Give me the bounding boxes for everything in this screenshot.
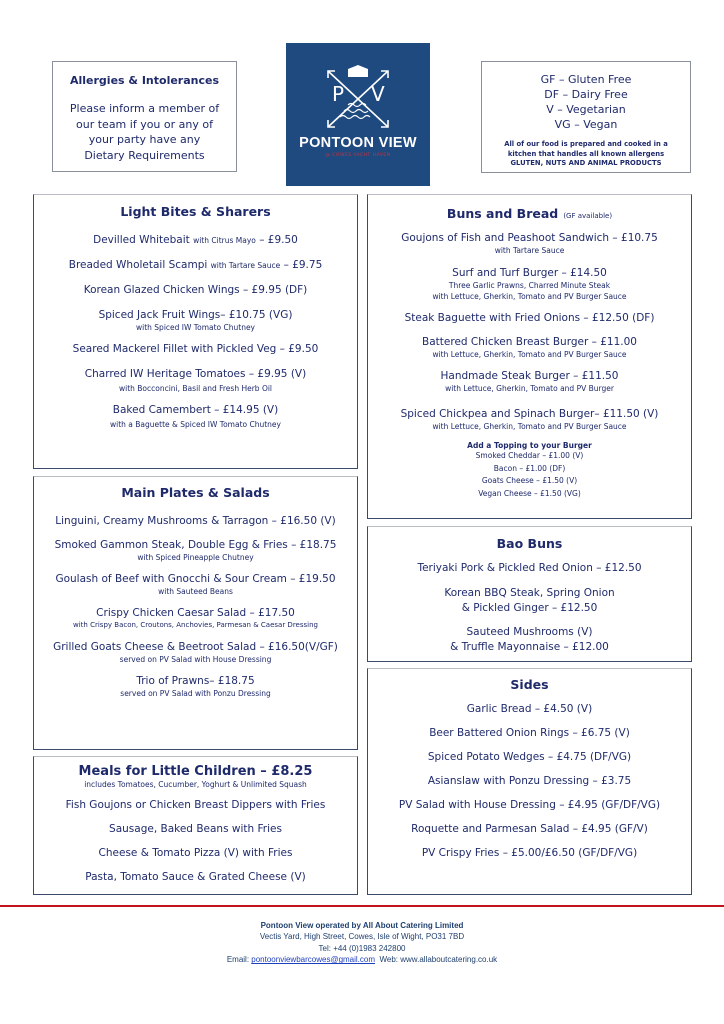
allergies-box <box>52 61 237 172</box>
logo-subtitle: @ COWES YACHT HAVEN <box>325 153 391 158</box>
key-vg: VG – Vegan <box>554 118 618 131</box>
footer-phone: Tel: +44 (0)1983 242800 <box>318 943 406 953</box>
menu-item: Goujons of Fish and Peashoot Sandwich – £10.75 <box>401 232 658 244</box>
section-title-row <box>368 203 691 222</box>
footer-company: Pontoon View operated by All About Catering Limited <box>260 921 464 930</box>
menu-item: Surf and Turf Burger – £14.50 <box>452 267 607 279</box>
menu-item <box>368 586 691 616</box>
menu-item-line: Sauteed Mushrooms (V) <box>466 626 593 638</box>
allergies-text <box>53 101 236 163</box>
section-title: Sides <box>510 677 549 692</box>
menu-item-desc: served on PV Salad with House Dressing <box>119 655 272 664</box>
allergen-kitchen-note <box>482 140 690 169</box>
crossed-arrows-emblem-icon <box>322 65 394 133</box>
menu-item: Spiced Jack Fruit Wings– £10.75 (VG) <box>98 309 293 321</box>
menu-item: Spiced Potato Wedges – £4.75 (DF/VG) <box>427 751 632 763</box>
menu-item: PV Crispy Fries – £5.00/£6.50 (GF/DF/VG) <box>421 847 638 859</box>
menu-item-desc: Three Garlic Prawns, Charred Minute Steak <box>448 281 611 290</box>
toppings-title: Add a Topping to your Burger <box>467 441 592 450</box>
menu-item: Asianslaw with Ponzu Dressing – £3.75 <box>427 775 632 787</box>
menu-item: Seared Mackerel Fillet with Pickled Veg – £9.50 <box>72 343 319 355</box>
menu-item <box>368 625 691 655</box>
menu-item-desc: with Bocconcini, Basil and Fresh Herb Oil <box>118 384 273 393</box>
menu-item: Smoked Gammon Steak, Double Egg & Fries – £18.75 <box>54 539 337 551</box>
menu-item-desc: with Lettuce, Gherkin, Tomato and PV Burger Sauce <box>432 350 627 359</box>
email-label: Email: <box>226 955 250 965</box>
section-title: Light Bites & Sharers <box>120 204 271 219</box>
pontoon-view-logo <box>286 43 430 186</box>
menu-item-desc: with Lettuce, Gherkin, Tomato and PV Burger Sauce <box>432 422 627 431</box>
menu-item-line: Korean BBQ Steak, Spring Onion <box>444 587 615 599</box>
section-bao-buns <box>367 526 692 662</box>
menu-item: Devilled Whitebait with Citrus Mayo – £9.50 <box>93 234 298 246</box>
kids-includes-note: includes Tomatoes, Cucumber, Yoghurt & Unlimited Squash <box>84 780 307 789</box>
topping-item: Smoked Cheddar – £1.00 (V) <box>475 451 584 460</box>
menu-item: PV Salad with House Dressing – £4.95 (GF/DF/VG) <box>398 799 661 811</box>
menu-item: Teriyaki Pork & Pickled Red Onion – £12.50 <box>417 562 642 574</box>
menu-item-line: & Truffle Mayonnaise – £12.00 <box>450 641 609 653</box>
menu-item: Baked Camembert – £14.95 (V) <box>112 404 279 416</box>
dietary-key-list <box>482 72 690 132</box>
menu-item: Battered Chicken Breast Burger – £11.00 <box>422 336 637 348</box>
menu-item: Linguini, Creamy Mushrooms & Tarragon – £16.50 (V) <box>55 515 336 527</box>
email-link[interactable]: pontoonviewbarcowes@gmail.com <box>251 955 376 965</box>
menu-item: Charred IW Heritage Tomatoes – £9.95 (V) <box>84 368 307 380</box>
menu-item: Steak Baguette with Fried Onions – £12.50 (DF) <box>404 312 655 324</box>
menu-item-line: & Pickled Ginger – £12.50 <box>461 602 598 614</box>
menu-item: Beer Battered Onion Rings – £6.75 (V) <box>429 727 630 739</box>
note-line: All of our food is prepared and cooked in a <box>504 140 668 148</box>
note-line: kitchen that handles all known allergens <box>507 149 665 158</box>
footer-contact <box>0 954 724 965</box>
section-sides <box>367 668 692 895</box>
menu-item: Sausage, Baked Beans with Fries <box>109 823 282 835</box>
section-title-note: (GF available) <box>563 212 613 220</box>
menu-item: Grilled Goats Cheese & Beetroot Salad – £16.50(V/GF) <box>53 641 338 653</box>
menu-item-desc: served on PV Salad with Ponzu Dressing <box>120 689 271 698</box>
topping-item: Vegan Cheese – £1.50 (VG) <box>478 488 581 498</box>
menu-item: Breaded Wholetail Scampi with Tartare Sauce – £9.75 <box>68 259 323 271</box>
allergies-line: our team if you or any of <box>76 117 213 131</box>
menu-item: Roquette and Parmesan Salad – £4.95 (GF/V) <box>411 823 648 835</box>
dietary-key-box <box>481 61 691 173</box>
menu-item: Fish Goujons or Chicken Breast Dippers with Fries <box>65 799 326 811</box>
note-line: GLUTEN, NUTS AND ANIMAL PRODUCTS <box>510 159 662 167</box>
section-title: Main Plates & Salads <box>121 485 270 500</box>
menu-item: Goulash of Beef with Gnocchi & Sour Cream – £19.50 <box>55 573 336 585</box>
menu-item: Korean Glazed Chicken Wings – £9.95 (DF) <box>83 284 308 296</box>
section-title: Meals for Little Children – £8.25 <box>78 764 313 779</box>
section-light-bites <box>33 194 358 469</box>
menu-item: Cheese & Tomato Pizza (V) with Fries <box>98 847 293 859</box>
section-kids-meals <box>33 756 358 895</box>
key-df: DF – Dairy Free <box>544 88 628 101</box>
key-v: V – Vegetarian <box>546 103 626 116</box>
section-buns-bread <box>367 194 692 519</box>
topping-item: Bacon – £1.00 (DF) <box>493 463 566 473</box>
menu-item-desc: with a Baguette & Spiced IW Tomato Chutney <box>110 420 281 429</box>
footer-address: Vectis Yard, High Street, Cowes, Isle of Wight, PO31 7BD <box>259 932 465 942</box>
allergies-line: your party have any <box>88 133 201 146</box>
footer <box>0 920 724 966</box>
menu-item: Crispy Chicken Caesar Salad – £17.50 <box>96 607 295 619</box>
allergies-line: Dietary Requirements <box>84 148 205 162</box>
menu-item-desc: with Lettuce, Gherkin, Tomato and PV Burger <box>445 384 614 393</box>
menu-item-desc: with Spiced Pineapple Chutney <box>137 553 254 562</box>
topping-item: Goats Cheese – £1.50 (V) <box>481 476 578 485</box>
menu-item-desc: with Tartare Sauce <box>494 246 565 255</box>
allergies-title: Allergies & Intolerances <box>69 74 220 87</box>
menu-item: Pasta, Tomato Sauce & Grated Cheese (V) <box>85 871 306 883</box>
svg-text:P: P <box>332 82 345 106</box>
logo-name: PONTOON VIEW <box>299 135 417 151</box>
menu-item-desc: with Spiced IW Tomato Chutney <box>136 323 255 332</box>
menu-item: Handmade Steak Burger – £11.50 <box>440 370 619 382</box>
allergies-line: Please inform a member of <box>69 102 220 115</box>
menu-item: Spiced Chickpea and Spinach Burger– £11.50 (V) <box>400 408 659 420</box>
key-gf: GF – Gluten Free <box>540 73 632 86</box>
svg-text:V: V <box>371 82 385 106</box>
menu-item-desc: with Crispy Bacon, Croutons, Anchovies, Parmesan & Caesar Dressing <box>73 621 318 629</box>
section-title: Buns and Bread <box>446 206 559 221</box>
menu-item: Garlic Bread – £4.50 (V) <box>466 703 593 715</box>
menu-item-desc: with Lettuce, Gherkin, Tomato and PV Burger Sauce <box>432 292 627 301</box>
menu-item: Trio of Prawns– £18.75 <box>136 675 255 687</box>
section-title: Bao Buns <box>496 536 563 551</box>
menu-item-desc: with Sauteed Beans <box>158 587 233 596</box>
web-address: Web: www.allaboutcatering.co.uk <box>379 955 498 965</box>
section-main-plates <box>33 476 358 750</box>
footer-divider <box>0 905 724 907</box>
